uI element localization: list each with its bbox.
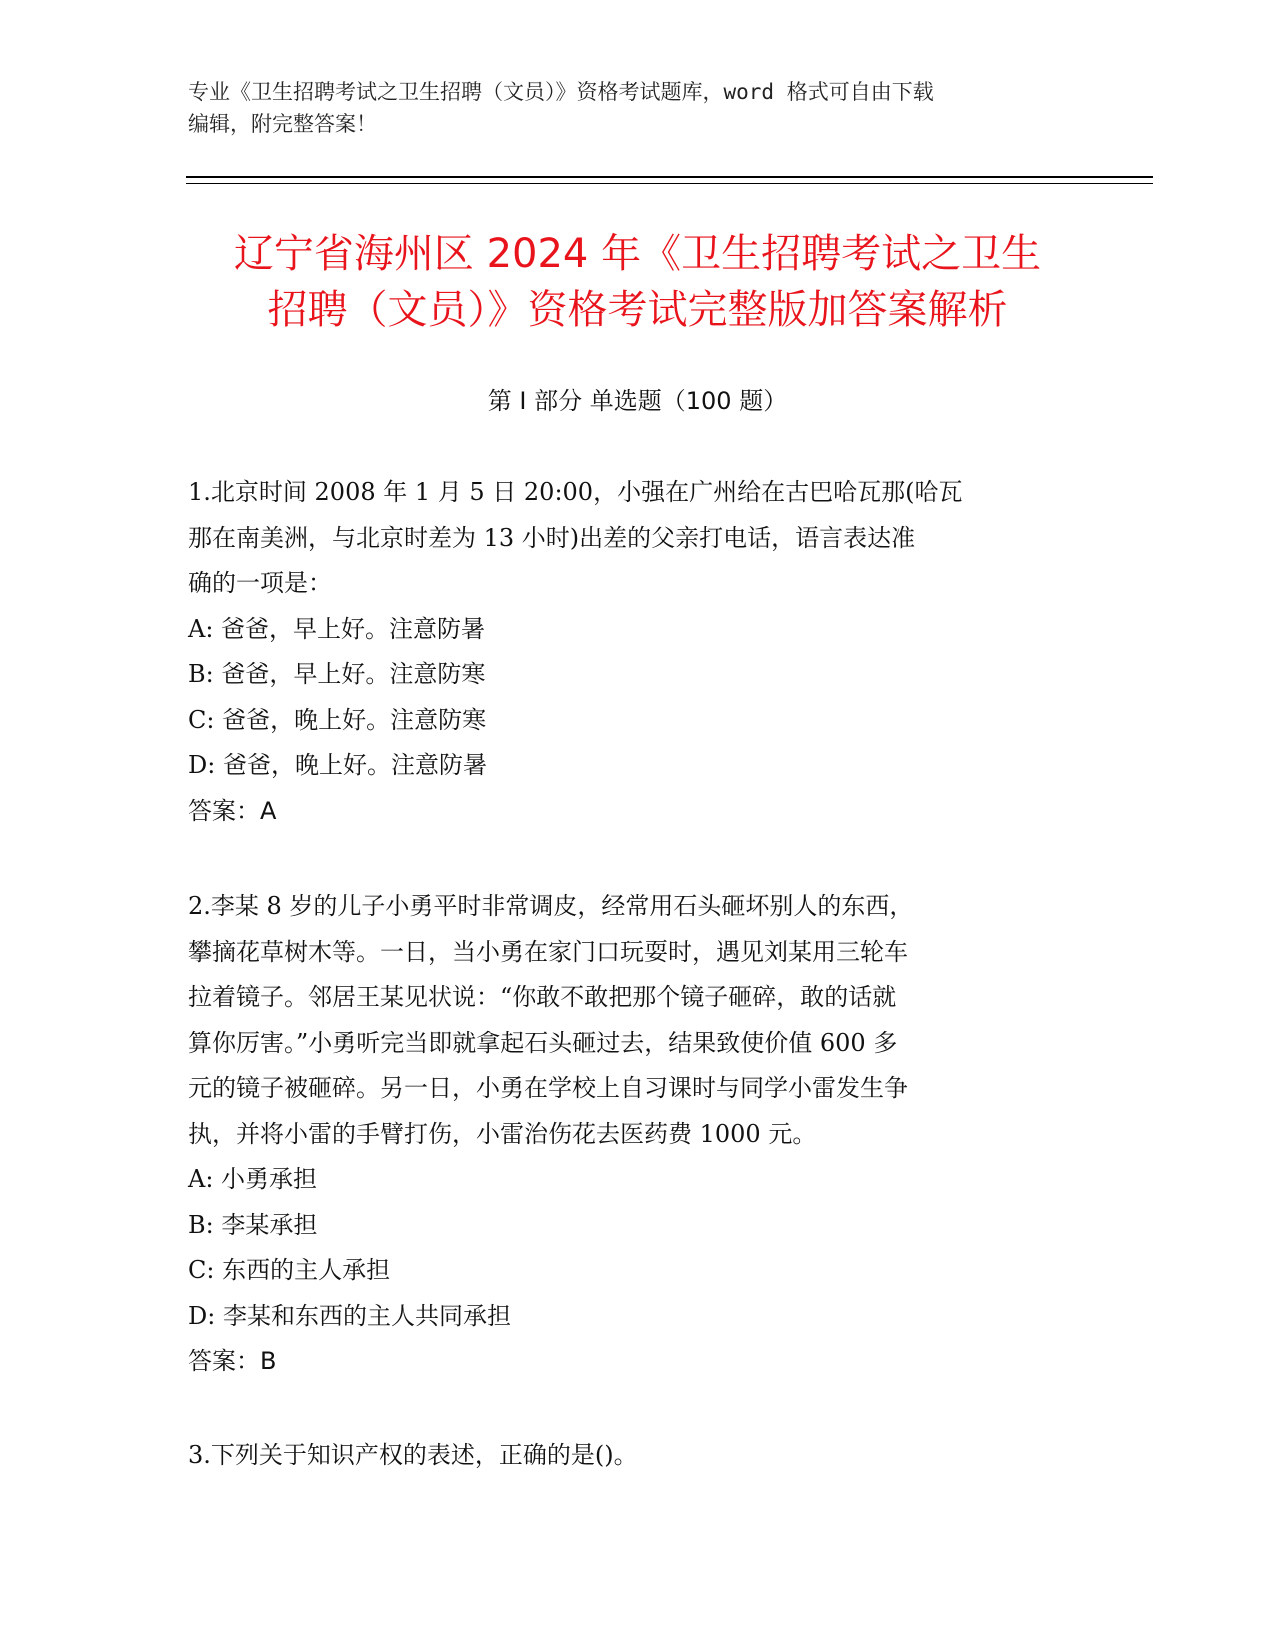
answer-label: 答案：A — [188, 796, 277, 825]
option-c: C: 东西的主人承担 — [188, 1256, 391, 1284]
question-stem-line: 确的一项是： — [188, 569, 332, 597]
header-divider-thin — [186, 183, 1153, 184]
option-c: C: 爸爸，晚上好。注意防寒 — [188, 705, 487, 734]
question-1 — [188, 470, 1088, 834]
option-d: D: 李某和东西的主人共同承担 — [188, 1301, 511, 1330]
option-d: D: 爸爸，晚上好。注意防暑 — [188, 751, 487, 779]
question-stem-line: 那在南美洲，与北京时差为 13 小时)出差的父亲打电话，语言表达准 — [188, 523, 916, 552]
document-title-line-2: 招聘（文员）》资格考试完整版加答案解析 — [267, 287, 1008, 333]
question-stem-line: 2.李某 8 岁的儿子小勇平时非常调皮，经常用石头砸坏别人的东西， — [188, 892, 914, 920]
question-2 — [188, 884, 1088, 1385]
header-note-line-1: 专业《卫生招聘考试之卫生招聘（文员）》资格考试题库，word 格式可自由下载 — [188, 80, 934, 104]
answer-label: 答案：B — [188, 1347, 277, 1375]
header-note — [188, 76, 1088, 140]
option-a: A: 小勇承担 — [188, 1165, 318, 1193]
question-stem-line: 算你厉害。”小勇听完当即就拿起石头砸过去，结果致使价值 600 多 — [188, 1028, 898, 1057]
option-a: A: 爸爸，早上好。注意防暑 — [188, 614, 486, 643]
question-3 — [188, 1433, 1088, 1479]
question-stem-line: 执，并将小雷的手臂打伤，小雷治伤花去医药费 1000 元。 — [188, 1119, 817, 1148]
option-b: B: 爸爸，早上好。注意防寒 — [188, 660, 486, 688]
question-stem-line: 3.下列关于知识产权的表述，正确的是()。 — [188, 1441, 638, 1469]
question-stem-line: 攀摘花草树木等。一日，当小勇在家门口玩耍时，遇见刘某用三轮车 — [188, 937, 908, 966]
question-stem-line: 拉着镜子。邻居王某见状说：“你敢不敢把那个镜子砸碎，敢的话就 — [188, 983, 897, 1011]
header-divider-thick — [186, 176, 1153, 178]
question-stem-line: 1.北京时间 2008 年 1 月 5 日 20:00，小强在广州给在古巴哈瓦那(哈瓦 — [188, 478, 963, 506]
header-note-line-2: 编辑，附完整答案！ — [188, 112, 377, 136]
section-title: 第 I 部分 单选题（100 题） — [487, 387, 788, 415]
question-stem-line: 元的镜子被砸碎。另一日，小勇在学校上自习课时与同学小雷发生争 — [188, 1074, 908, 1102]
document-title-line-1: 辽宁省海州区 2024 年《卫生招聘考试之卫生 — [233, 231, 1042, 277]
document-title — [150, 226, 1125, 338]
option-b: B: 李某承担 — [188, 1210, 318, 1239]
